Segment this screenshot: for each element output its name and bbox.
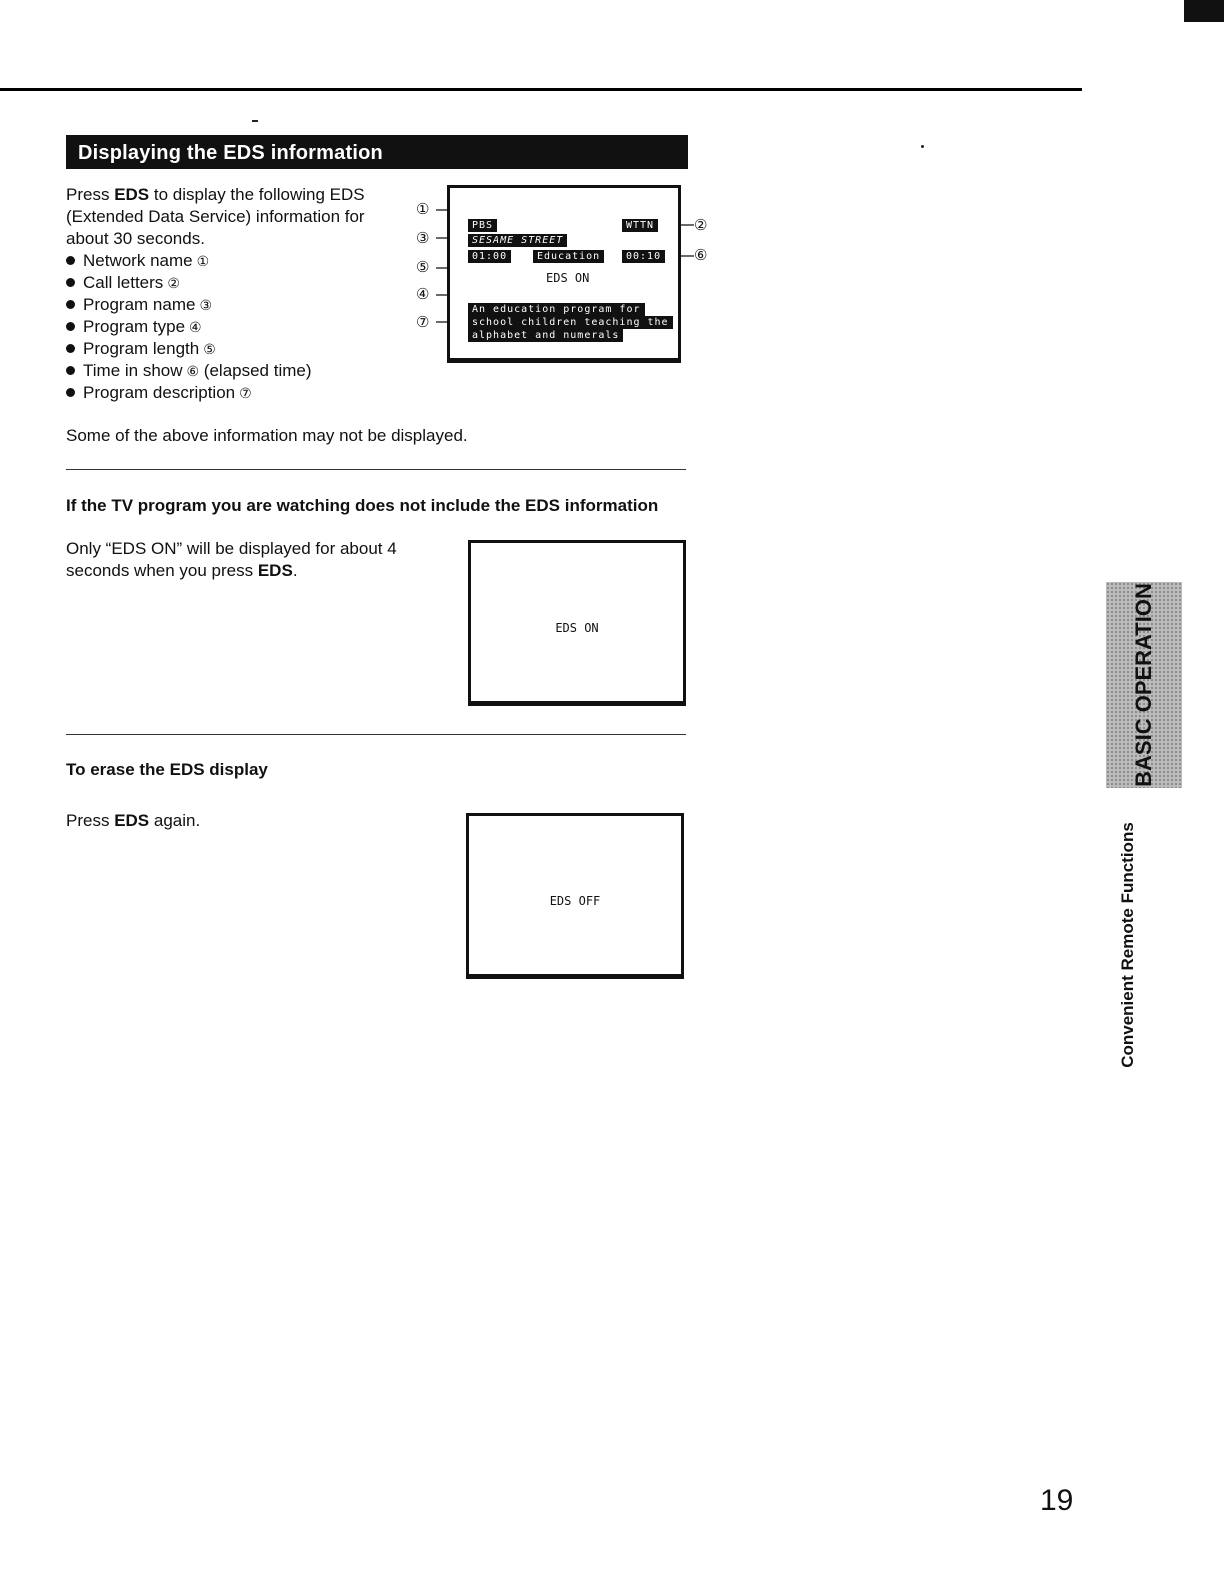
osd-time-in-show: 00:10 bbox=[622, 250, 665, 263]
callout-marker: ⑤ bbox=[203, 341, 216, 357]
tv-screen-eds-off bbox=[466, 813, 684, 979]
section-side-label-text: Convenient Remote Functions bbox=[1118, 822, 1137, 1068]
erase-text: again. bbox=[149, 811, 201, 830]
osd-network: PBS bbox=[468, 219, 497, 232]
osd-program-length: 01:00 bbox=[468, 250, 511, 263]
callout-marker: ④ bbox=[189, 319, 202, 335]
osd-description-line: school children teaching the bbox=[468, 316, 673, 329]
callout-marker-3: ③ bbox=[416, 230, 430, 247]
chapter-tab-label: BASIC OPERATION bbox=[1131, 583, 1156, 787]
no-eds-heading: If the TV program you are watching does not include the EDS information bbox=[66, 496, 659, 515]
osd-program-type: Education bbox=[533, 250, 604, 263]
callout-marker-6: ⑥ bbox=[694, 247, 708, 264]
chapter-tab bbox=[1106, 582, 1182, 788]
callout-marker: ② bbox=[167, 275, 180, 291]
list-item-label: Program type bbox=[83, 317, 186, 336]
osd-status: EDS ON bbox=[555, 621, 599, 635]
no-eds-paragraph bbox=[66, 538, 446, 582]
section-title: Displaying the EDS information bbox=[66, 135, 688, 169]
list-item-label: Program description bbox=[83, 383, 236, 402]
section-divider bbox=[66, 734, 686, 735]
osd-description-line: An education program for bbox=[468, 303, 645, 316]
callout-marker: ③ bbox=[199, 297, 212, 313]
list-item-label: Call letters bbox=[83, 273, 164, 292]
list-item-label: Program length bbox=[83, 339, 200, 358]
osd-status: EDS OFF bbox=[549, 894, 601, 908]
tv-screen-eds-info bbox=[447, 185, 681, 363]
eds-key-label: EDS bbox=[114, 185, 150, 204]
page-number: 19 bbox=[1040, 1484, 1074, 1517]
callout-marker-2: ② bbox=[694, 217, 708, 234]
erase-heading: To erase the EDS display bbox=[66, 760, 268, 779]
no-eds-text: . bbox=[292, 561, 298, 580]
osd-program-name: SESAME STREET bbox=[468, 234, 567, 247]
callout-marker-1: ① bbox=[416, 201, 430, 218]
osd-description-line: alphabet and numerals bbox=[468, 329, 623, 342]
list-item-label: Time in show bbox=[83, 361, 183, 380]
eds-key-label: EDS bbox=[257, 561, 293, 580]
intro-text: to display the following EDS (Extended Data Service) information for about 30 seconds. bbox=[66, 185, 365, 248]
list-item-suffix: (elapsed time) bbox=[199, 361, 312, 380]
callout-marker: ① bbox=[196, 253, 210, 269]
callout-marker: ⑥ bbox=[186, 363, 200, 379]
callout-marker: ⑦ bbox=[239, 385, 252, 401]
osd-status: EDS ON bbox=[546, 271, 590, 285]
callout-marker-5: ⑤ bbox=[416, 259, 430, 276]
erase-paragraph bbox=[66, 810, 200, 832]
eds-key-label: EDS bbox=[114, 811, 150, 830]
intro-text: Press bbox=[66, 185, 115, 204]
list-item-label: Network name bbox=[83, 251, 193, 270]
callout-marker-7: ⑦ bbox=[416, 314, 430, 331]
list-item-label: Program name bbox=[83, 295, 196, 314]
no-eds-text: Only “EDS ON” will be displayed for about 4 seconds when you press bbox=[66, 539, 397, 580]
tv-screen-eds-on bbox=[468, 540, 686, 706]
callout-marker-4: ④ bbox=[416, 286, 430, 303]
section-divider bbox=[66, 469, 686, 470]
erase-text: Press bbox=[66, 811, 115, 830]
osd-call-letters: WTTN bbox=[622, 219, 658, 232]
note-text: Some of the above information may not be displayed. bbox=[66, 426, 468, 445]
